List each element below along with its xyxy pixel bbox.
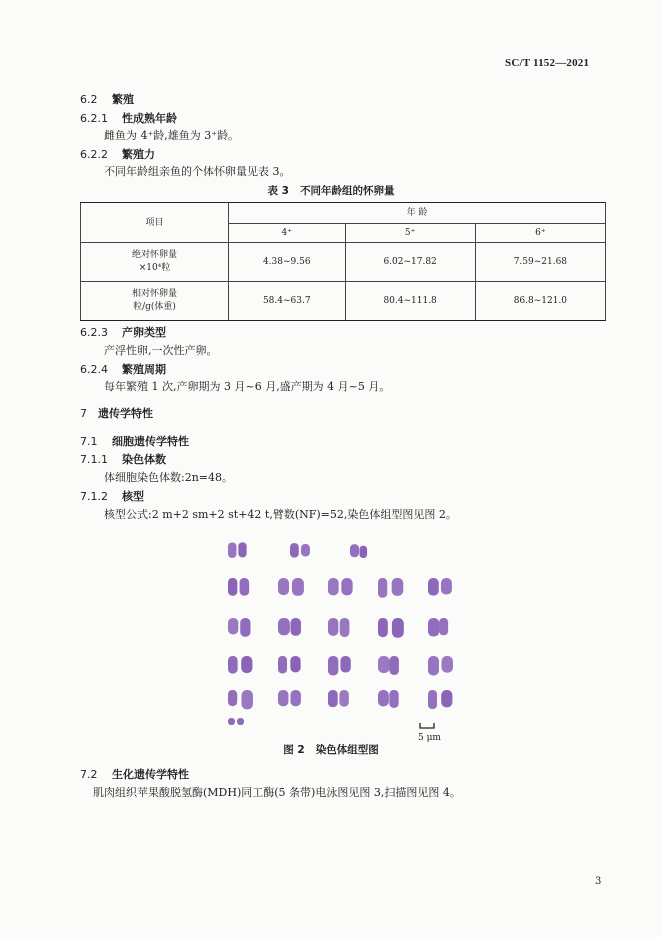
- chromosome: [290, 543, 299, 557]
- chromosome: [378, 656, 390, 673]
- table3-header-item: 项目: [81, 203, 229, 243]
- heading-7-2: 7.2 生化遗传学特性: [80, 768, 189, 781]
- chromosome: [241, 690, 252, 709]
- chromosome: [378, 618, 388, 637]
- chromosome: [441, 690, 452, 707]
- table3-row-label: 相对怀卵量 粒/g(体重): [81, 282, 229, 321]
- table3-cell: 80.4~111.8: [345, 282, 475, 321]
- chromosome: [290, 656, 300, 672]
- chromosome: [339, 690, 348, 707]
- paragraph-6-2-4: 每年繁殖 1 次,产卵期为 3 月~6 月,盛产期为 4 月~5 月。: [104, 380, 391, 393]
- heading-6-2-4: 6.2.4 繁殖周期: [80, 363, 166, 376]
- chromosome: [428, 656, 439, 675]
- chromosome: [428, 618, 439, 637]
- chromosome: [240, 618, 250, 637]
- scale-bar-line: [418, 722, 436, 730]
- chromosome: [328, 618, 338, 636]
- chromosome: [350, 544, 359, 557]
- chromosome: [301, 544, 310, 556]
- paragraph-6-2-2: 不同年龄组亲鱼的个体怀卵量见表 3。: [104, 165, 291, 178]
- heading-7-1-1: 7.1.1 染色体数: [80, 453, 166, 466]
- table-row: [81, 243, 606, 282]
- chromosome: [240, 578, 250, 596]
- heading-6-2: 6.2 繁殖: [80, 93, 134, 106]
- chromosome: [392, 618, 404, 638]
- table3-age-6: 6⁺: [475, 224, 605, 243]
- heading-6-2-1: 6.2.1 性成熟年龄: [80, 112, 177, 125]
- chromosome: [441, 578, 452, 595]
- chromosome: [228, 656, 238, 674]
- paragraph-6-2-3: 产浮性卵,一次性产卵。: [104, 344, 218, 357]
- chromosome: [439, 618, 448, 635]
- chromosome: [237, 718, 244, 725]
- chromosome: [241, 656, 252, 673]
- scale-bar: [418, 715, 441, 743]
- chromosome: [428, 578, 439, 596]
- chromosome: [428, 690, 437, 709]
- standard-code: SC/T 1152—2021: [505, 57, 590, 69]
- chromosome: [292, 578, 304, 596]
- chromosome: [228, 690, 237, 706]
- karyotype-figure: [200, 530, 470, 740]
- table3-row-label: 绝对怀卵量 ×10⁴粒: [81, 243, 229, 282]
- table3-cell: 4.38~9.56: [229, 243, 346, 282]
- heading-7-1-2: 7.1.2 核型: [80, 490, 144, 503]
- chromosome: [360, 546, 368, 558]
- table3-header-age: 年 龄: [229, 203, 606, 224]
- scale-bar-label: 5 μm: [418, 733, 441, 743]
- table3-cell: 58.4~63.7: [229, 282, 346, 321]
- heading-7-1: 7.1 细胞遗传学特性: [80, 435, 189, 448]
- chromosome: [441, 656, 452, 673]
- chromosome: [290, 690, 300, 706]
- paragraph-7-1-2: 核型公式:2 m+2 sm+2 st+42 t,臂数(NF)=52,染色体组型图见图 2。: [104, 508, 457, 521]
- table-row: [81, 282, 606, 321]
- chromosome: [228, 718, 235, 725]
- chromosome: [340, 656, 350, 673]
- chromosome: [228, 618, 238, 634]
- paragraph-6-2-1: 雌鱼为 4⁺龄,雄鱼为 3⁺龄。: [104, 129, 240, 142]
- heading-6-2-3: 6.2.3 产卵类型: [80, 326, 166, 339]
- chromosome: [278, 690, 288, 706]
- table3-cell: 7.59~21.68: [475, 243, 605, 282]
- figure2-caption: 图 2 染色体组型图: [283, 744, 379, 756]
- chromosome: [389, 656, 398, 675]
- chromosome: [340, 618, 350, 637]
- chromosome: [328, 690, 338, 707]
- table3-age-4: 4⁺: [229, 224, 346, 243]
- chromosome: [378, 578, 387, 598]
- paragraph-7-2: 肌肉组织苹果酸脱氢酶(MDH)同工酶(5 条带)电泳图见图 3,扫描图见图 4。: [93, 786, 461, 799]
- chromosome: [228, 542, 236, 557]
- table3-cell: 86.8~121.0: [475, 282, 605, 321]
- chromosome: [278, 578, 289, 595]
- chromosome: [290, 618, 300, 636]
- chromosome: [378, 690, 389, 706]
- heading-6-2-2: 6.2.2 繁殖力: [80, 148, 155, 161]
- chromosome: [278, 656, 287, 673]
- paragraph-7-1-1: 体细胞染色体数:2n=48。: [104, 471, 234, 484]
- heading-7: 7 遗传学特性: [80, 407, 153, 420]
- chromosome: [341, 578, 352, 595]
- table3-cell: 6.02~17.82: [345, 243, 475, 282]
- chromosome: [328, 656, 338, 675]
- chromosome: [238, 542, 246, 557]
- table3-age-5: 5⁺: [345, 224, 475, 243]
- chromosome: [278, 618, 290, 635]
- page-number: 3: [595, 876, 602, 887]
- chromosome: [392, 578, 404, 596]
- table3: [80, 202, 606, 321]
- table3-caption: 表 3 不同年龄组的怀卵量: [267, 185, 395, 197]
- chromosome: [389, 690, 398, 708]
- chromosome: [328, 578, 339, 595]
- chromosome: [228, 578, 237, 596]
